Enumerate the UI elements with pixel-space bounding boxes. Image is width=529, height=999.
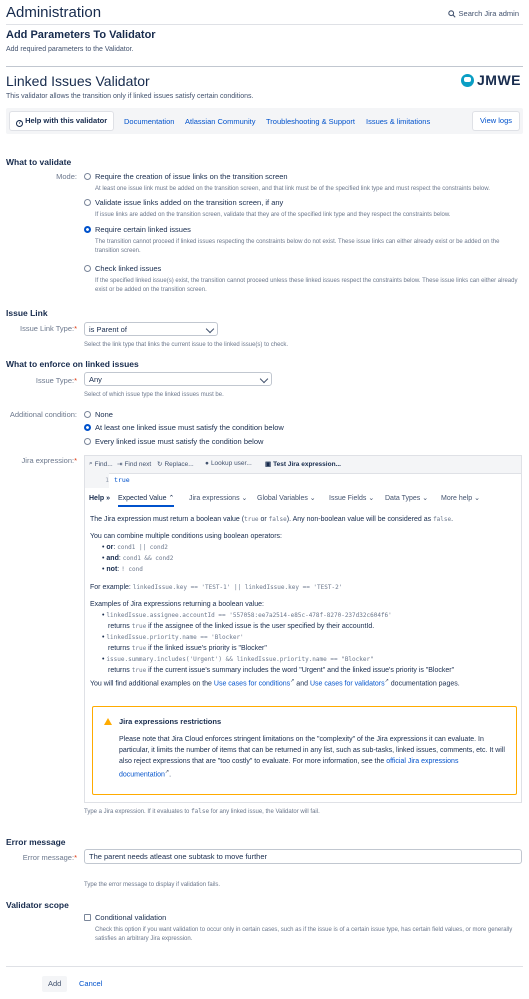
issue-link-hint: Select the link type that links the current issue to the linked issue(s) to check. [84, 342, 289, 348]
issue-link-type-label: Issue Link Type:* [20, 324, 77, 333]
external-link-icon: ↗ [164, 769, 170, 775]
tab-label: Data Types [385, 495, 421, 502]
tab-label: Jira expressions [189, 495, 240, 502]
select-value: Any [89, 375, 102, 384]
divider [6, 66, 523, 67]
line-number: 1 [85, 473, 109, 488]
text: and [294, 680, 310, 688]
help-tab-data-types[interactable] [385, 492, 428, 505]
text: returns [108, 667, 132, 674]
examples-heading: Examples of Jira expressions returning a boolean value: [90, 601, 264, 608]
issue-type-hint: Select of which issue type the linked issues must be. [84, 392, 224, 398]
chevron-down-icon [260, 375, 268, 383]
op-name: or [106, 544, 114, 551]
tab-issues-limitations[interactable]: Issues & limitations [366, 117, 431, 126]
help-tab-bar-expression [85, 492, 521, 505]
option-label: Validate issue links added on the transition screen, if any [95, 198, 284, 207]
label-text: Issue Link Type: [20, 324, 75, 333]
warning-icon [104, 718, 112, 725]
text: if the current issue's summary includes the word "Urgent" and the linked issue's priority is "Blocker" [146, 667, 455, 674]
section-validator-scope: Validator scope [6, 900, 69, 910]
search-label: Search Jira admin [458, 9, 519, 18]
condition-option-every[interactable] [84, 437, 263, 446]
jira-expression-label: Jira expression:* [21, 456, 77, 465]
example-desc [102, 665, 516, 676]
find-button[interactable] [89, 460, 113, 468]
add-button[interactable]: Add [42, 976, 67, 992]
validator-description: This validator allows the transition only if linked issues satisfy certain conditions. [6, 93, 254, 100]
scope-hint: Check this option if you want validation to occur only in certain cases, such as if the issue is of a certain issue type, has certain field values, or more generally satisfies an arbitrary Jira expression. [95, 927, 513, 942]
help-content [90, 514, 516, 689]
test-expression-button[interactable] [265, 460, 341, 468]
tab-label: Issue Fields [329, 495, 367, 502]
checkbox-label: Conditional validation [95, 913, 167, 922]
help-text: Help [89, 495, 105, 502]
external-link-icon: ↗ [384, 678, 389, 684]
tab-label: More help [441, 495, 473, 502]
chevron-down-icon [206, 325, 214, 333]
option-hint: If the specified linked issue(s) exist, the transition cannot proceed unless these linked issues respect the constraints below. These issue links can either already exist or be added on the transition screen. [95, 278, 518, 293]
page-title: Add Parameters To Validator [6, 29, 156, 41]
text: if the assignee of the linked issue is the user specified by their accountId. [146, 623, 375, 630]
tool-label: Lookup user... [210, 460, 252, 467]
search-icon [448, 10, 456, 18]
radio[interactable] [84, 199, 91, 206]
example-desc [102, 621, 516, 632]
code-text[interactable]: true [114, 476, 130, 484]
code-inline: linkedIssue.key == 'TEST-1' || linkedIssue.key == 'TEST-2' [132, 584, 343, 591]
lookup-user-button[interactable] [205, 460, 252, 467]
help-tab-expected-value[interactable] [118, 492, 174, 507]
jira-expression-editor[interactable] [84, 455, 522, 803]
tool-label: Find next [124, 460, 152, 468]
error-message-input[interactable] [84, 849, 522, 864]
op-name: and [106, 555, 119, 562]
option-label: At least one linked issue must satisfy the condition below [95, 423, 284, 432]
text: if the linked issue's priority is "Blocker" [146, 645, 267, 652]
text: returns [108, 645, 132, 652]
jmwe-brand: JMWE [477, 72, 521, 88]
option-hint: At least one issue link must be added on the transition screen, and that link must be of the specified link type and must respect the constraints below. [95, 186, 490, 192]
text: documentation pages. [388, 680, 460, 688]
text: ). Any non-boolean value will be considered as [286, 516, 434, 523]
expression-hint [84, 807, 320, 817]
option-label: Require the creation of issue links on the transition screen [95, 172, 288, 181]
mode-option-validate-links[interactable] [84, 198, 283, 207]
help-tab-global-variables[interactable] [257, 492, 316, 505]
tab-label: Global Variables [257, 495, 308, 502]
search-icon: ⌕ [89, 460, 93, 467]
section-what-to-validate: What to validate [6, 157, 72, 167]
mode-label: Mode: [56, 172, 77, 181]
code-inline: true [131, 667, 147, 674]
list-item: • linkedIssue.priority.name == 'Blocker' [102, 634, 244, 641]
list-item: • or: cond1 || cond2 [102, 544, 168, 551]
code-inline: true [131, 623, 147, 630]
option-hint: If issue links are added on the transition screen, validate that they are of the specified link type and they respect the constraints below. [95, 212, 451, 218]
help-tab-jira-expressions[interactable] [189, 492, 247, 505]
additional-condition-label: Additional condition: [9, 410, 77, 419]
operators-list [90, 542, 516, 575]
help-tab-issue-fields[interactable] [329, 492, 374, 505]
use-cases-conditions-link[interactable]: Use cases for conditions [213, 680, 291, 688]
chevron-down-icon: ⌄ [474, 495, 480, 502]
code-inline: true [244, 516, 259, 523]
option-label: Every linked issue must satisfy the condition below [95, 437, 264, 446]
search-admin[interactable] [448, 9, 519, 18]
radio[interactable] [84, 173, 91, 180]
code-inline: issue.summary.includes('Urgent') && linkedIssue.priority.name == "Blocker" [106, 656, 374, 663]
code-inline: ! cond [121, 566, 143, 573]
text: . [451, 516, 454, 523]
text: returns [108, 623, 132, 630]
view-logs-button[interactable]: View logs [473, 112, 519, 130]
tool-label: Replace... [164, 460, 194, 468]
label-text: Error message: [22, 853, 75, 862]
section-error-message: Error message [6, 837, 66, 847]
select-value: is Parent of [89, 325, 127, 334]
code-line[interactable] [85, 473, 521, 488]
jmwe-logo-icon [461, 74, 474, 87]
code-inline: linkedIssue.assignee.accountId == '557058:ee7a2514-e85c-478f-8270-237d32c604f6' [106, 612, 392, 619]
text: You will find additional examples on the [90, 680, 214, 688]
radio-selected[interactable] [84, 424, 91, 431]
validator-title: Linked Issues Validator [6, 73, 150, 89]
option-hint: The transition cannot proceed if linked issues respecting the constraints below do not exist. These issue links can either already exist or be added on the transition screen. [95, 239, 500, 254]
divider [6, 24, 523, 25]
list-item: • and: cond1 && cond2 [102, 555, 174, 562]
chevron-up-icon: ⌃ [168, 495, 175, 502]
replace-icon: ↻ [157, 461, 163, 468]
chevron-down-icon: ⌄ [309, 495, 316, 502]
radio-selected[interactable] [84, 226, 91, 233]
issue-link-type-select[interactable] [84, 322, 218, 336]
chevron-down-icon: ⌄ [368, 495, 375, 502]
help-tab-bar [6, 108, 523, 134]
label-text: Jira expression: [21, 456, 75, 465]
tab-troubleshooting[interactable]: Troubleshooting & Support [266, 117, 355, 126]
mode-option-require-linked[interactable] [84, 225, 191, 234]
tab-atlassian-community[interactable]: Atlassian Community [185, 117, 256, 126]
user-icon: ● [205, 460, 209, 467]
page-subtitle: Add required parameters to the Validator. [6, 46, 134, 53]
code-inline: cond1 || cond2 [117, 544, 168, 551]
warning-body [119, 734, 509, 780]
double-chevron-right-icon: » [106, 495, 111, 502]
condition-option-at-least-one[interactable] [84, 423, 284, 432]
code-inline: linkedIssue.priority.name == 'Blocker' [106, 634, 244, 641]
example-desc [102, 643, 516, 654]
code-inline: cond1 && cond2 [122, 555, 174, 562]
list-item: • issue.summary.includes('Urgent') && linkedIssue.priority.name == "Blocker" [102, 656, 374, 663]
tab-documentation[interactable]: Documentation [124, 117, 175, 126]
issue-type-select[interactable] [84, 372, 272, 386]
error-message-hint: Type the error message to display if validation fails. [84, 882, 221, 888]
help-paragraph: You can combine multiple conditions using boolean operators: [90, 533, 282, 540]
tab-help-label: Help with this validator [25, 116, 108, 125]
test-icon: ▣ [265, 461, 272, 468]
list-item: • not: ! cond [102, 566, 143, 573]
help-paragraph [90, 514, 516, 525]
conditional-validation-checkbox[interactable] [84, 913, 166, 922]
example-line [90, 582, 516, 593]
find-next-button[interactable] [117, 460, 151, 468]
condition-option-none[interactable] [84, 410, 113, 419]
replace-button[interactable] [157, 460, 194, 468]
mode-option-check-linked[interactable] [84, 264, 161, 273]
radio[interactable] [84, 265, 91, 272]
code-inline: false [433, 516, 452, 523]
official-docs-link[interactable]: official Jira expressions documentation [119, 758, 459, 779]
op-name: not [106, 566, 118, 573]
text: The Jira expression must return a boolean value ( [90, 516, 245, 523]
editor-toolbar [85, 456, 521, 474]
help-circle-icon: ? [17, 120, 22, 126]
chevron-down-icon: ⌄ [422, 495, 429, 502]
more-examples [90, 676, 516, 689]
tool-label: Find... [94, 460, 113, 468]
use-cases-validators-link[interactable]: Use cases for validators [309, 680, 385, 688]
code-inline: false [191, 808, 210, 815]
admin-title: Administration [6, 4, 102, 21]
cancel-button[interactable]: Cancel [79, 979, 103, 988]
radio[interactable] [84, 438, 91, 445]
list-item: • linkedIssue.assignee.accountId == '557058:ee7a2514-e85c-478f-8270-237d32c604f6' [102, 612, 392, 619]
text: for any linked issue, the Validator will fail. [209, 809, 320, 815]
warning-title: Jira expressions restrictions [119, 717, 222, 726]
option-label: Check linked issues [95, 264, 162, 273]
option-label: None [95, 410, 113, 419]
radio[interactable] [84, 411, 91, 418]
text: Please note that Jira Cloud enforces stringent limitations on the "complexity" of the Jira expressions it can evaluate. In particular, it limits the number of items that can be returned in any list, such as sub-tasks, linked issues, comments, etc. It will also reject expressions that are "too costly" to evaluate. For more information, see the [119, 736, 505, 765]
examples-list [90, 610, 516, 676]
checkbox[interactable] [84, 914, 91, 921]
text: or [258, 516, 269, 523]
jmwe-logo [461, 72, 521, 88]
mode-option-require-creation[interactable] [84, 172, 288, 181]
text: . [169, 771, 172, 779]
chevron-down-icon: ⌄ [241, 495, 248, 502]
tab-label: Expected Value [118, 495, 167, 502]
help-label [89, 492, 110, 505]
help-tab-more-help[interactable] [441, 492, 480, 505]
divider [6, 966, 523, 967]
label-text: Issue Type: [35, 376, 75, 385]
error-message-label: Error message:* [22, 853, 77, 862]
restrictions-warning [92, 706, 517, 795]
find-next-icon: ⇥ [117, 461, 123, 468]
section-issue-link: Issue Link [6, 308, 48, 318]
option-label: Require certain linked issues [95, 225, 191, 234]
tool-label: Test Jira expression... [273, 460, 341, 468]
code-inline: true [131, 645, 147, 652]
section-enforce: What to enforce on linked issues [6, 359, 139, 369]
external-link-icon: ↗ [290, 678, 295, 684]
text: Type a Jira expression. If it evaluates to [84, 809, 192, 815]
code-inline: false [268, 516, 287, 523]
issue-type-label: Issue Type:* [35, 376, 77, 385]
tab-help[interactable] [10, 112, 113, 130]
text: For example: [90, 584, 133, 591]
